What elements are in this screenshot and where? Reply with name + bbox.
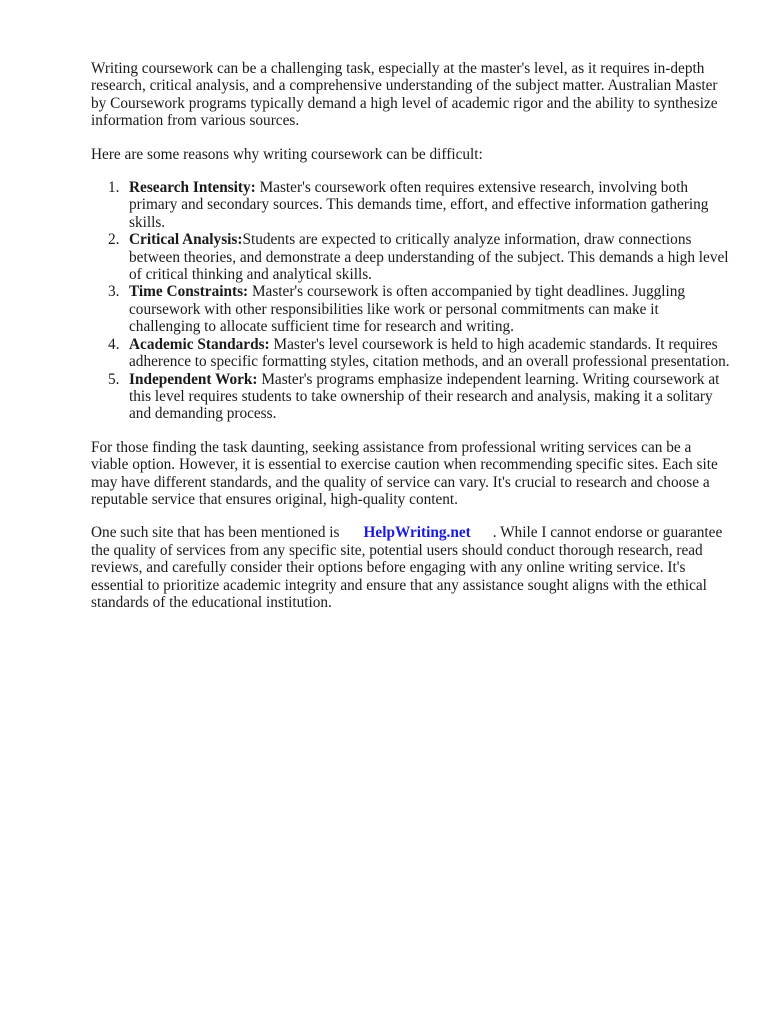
assistance-paragraph: For those finding the task daunting, seeking assistance from professional writing services can be a viable option. However, it is essential to exercise caution when recommending specific sites. Each site may have different standards, and the quality of service can vary. It's crucial to research and choose a reputable service that ensures original, high-quality content.	[91, 438, 718, 508]
list-term: Research Intensity:	[129, 179, 256, 197]
list-item	[91, 371, 731, 423]
list-item	[91, 179, 731, 231]
reasons-heading: Here are some reasons why writing coursework can be difficult:	[91, 145, 483, 163]
closing-after-link: . While I cannot endorse or guarantee the quality of services from any specific site, potential users should conduct thorough research, read reviews, and carefully consider their options before engaging with any online writing service. It's essential to prioritize academic integrity and ensure that any assistance sought aligns with the ethical standards of the educational institution.	[91, 524, 723, 611]
reasons-list	[91, 179, 731, 423]
intro-paragraph: Writing coursework can be a challenging task, especially at the master's level, as it requires in-depth research, critical analysis, and a comprehensive understanding of the subject matter. Australian Master by Coursework programs typically demand a high level of academic rigor and the ability to synthesize information from various sources.	[91, 60, 718, 130]
list-term: Time Constraints:	[129, 283, 249, 301]
list-term: Independent Work:	[129, 370, 258, 388]
list-term: Critical Analysis:	[129, 231, 243, 249]
list-text: Students are expected to critically analyze information, draw connections between theories, and demonstrate a deep understanding of the subject. This demands a high level of critical thinking and analytical skills.	[129, 231, 729, 284]
list-text: Master's coursework is often accompanied by tight deadlines. Juggling coursework with other responsibilities like work or personal commitments can make it challenging to allocate sufficient time for research and writing.	[129, 283, 686, 336]
list-item	[91, 336, 731, 371]
list-number: 4.	[108, 335, 120, 353]
closing-before-link: One such site that has been mentioned is	[91, 524, 340, 542]
list-item	[91, 231, 731, 283]
list-number: 3.	[108, 283, 120, 301]
list-text: Master's level coursework is held to high academic standards. It requires adherence to specific formatting styles, citation methods, and an overall professional presentation.	[129, 335, 730, 371]
closing-paragraph	[91, 524, 731, 611]
document-page	[91, 60, 731, 627]
helpwriting-link[interactable]: HelpWriting.net	[363, 524, 471, 542]
list-number: 2.	[108, 231, 120, 249]
list-item	[91, 283, 731, 335]
list-number: 5.	[108, 370, 120, 388]
list-term: Academic Standards:	[129, 335, 270, 353]
list-text: Master's programs emphasize independent learning. Writing coursework at this level requires students to take ownership of their research and analysis, making it a solitary and demanding process.	[129, 370, 720, 423]
list-text: Master's coursework often requires extensive research, involving both primary and secondary sources. This demands time, effort, and effective information gathering skills.	[129, 179, 709, 231]
list-number: 1.	[108, 179, 120, 197]
